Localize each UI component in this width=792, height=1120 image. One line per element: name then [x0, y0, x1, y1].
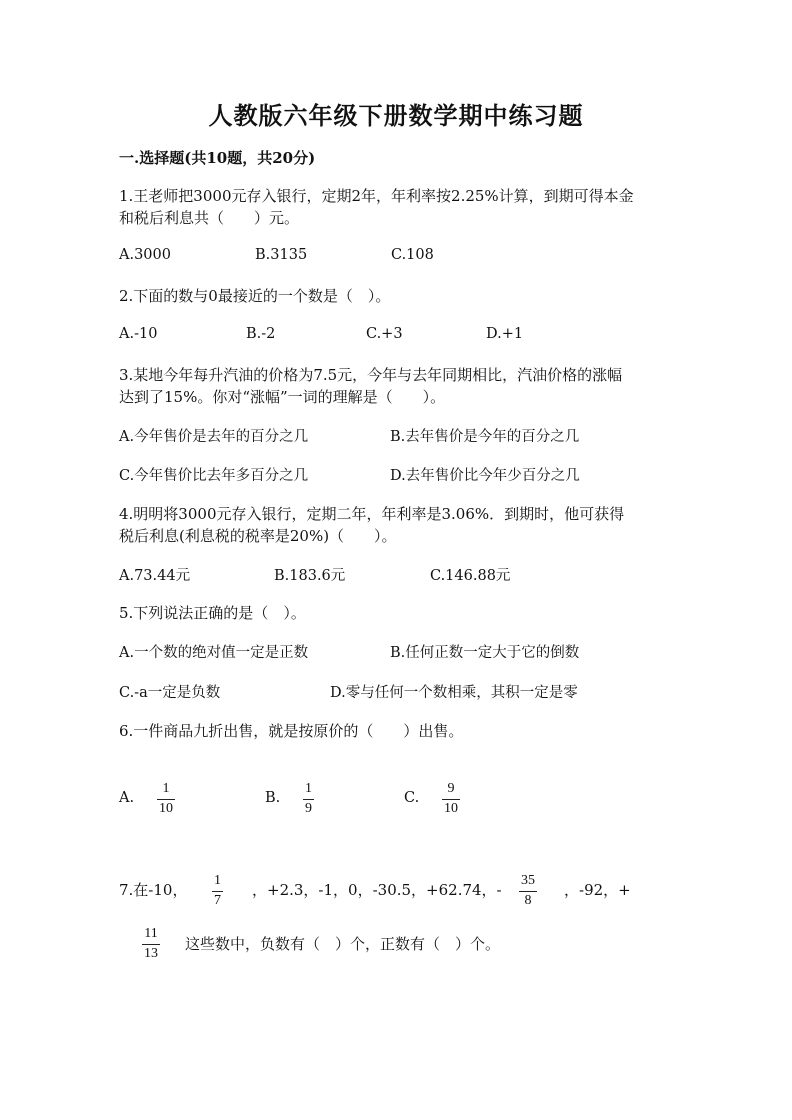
q6-option-b-fraction[interactable]	[303, 781, 314, 817]
fraction-bar	[142, 944, 160, 945]
question-7-prefix: 7.在-10，	[119, 881, 188, 899]
q7-fraction-1	[212, 873, 223, 909]
page-title: 人教版六年级下册数学期中练习题	[208, 101, 584, 130]
question-6-line-1: 6.一件商品九折出售，就是按原价的（ ）出售。	[119, 722, 464, 740]
fraction-numerator: 11	[144, 926, 158, 941]
q5-option-d[interactable]: D.零与任何一个数相乘，其积一定是零	[330, 685, 578, 701]
question-7-suffix: ，-92，+	[564, 881, 631, 899]
q6-option-c-fraction[interactable]	[442, 781, 460, 817]
section-heading: 一.选择题(共10题，共20分)	[119, 149, 316, 167]
fraction-numerator: 1	[305, 781, 312, 796]
q7-fraction-2	[519, 873, 537, 909]
q3-option-c[interactable]: C.今年售价比去年多百分之几	[119, 468, 309, 484]
fraction-bar	[303, 799, 314, 800]
q6-option-c-label[interactable]: C.	[404, 790, 420, 806]
q5-option-b[interactable]: B.任何正数一定大于它的倒数	[390, 645, 580, 661]
question-3-line-1: 3.某地今年每升汽油的价格为7.5元，今年与去年同期相比，汽油价格的涨幅	[119, 366, 623, 384]
q4-option-a[interactable]: A.73.44元	[119, 568, 191, 584]
question-7-middle: ，+2.3，-1，0，-30.5，+62.74，-	[252, 881, 502, 899]
question-5-line-1: 5.下列说法正确的是（ ）。	[119, 604, 306, 622]
q7-fraction-3	[142, 926, 160, 962]
question-1-line-2: 和税后利息共（ ）元。	[119, 209, 300, 227]
question-3-line-2: 达到了15%。你对“涨幅”一词的理解是（ ）。	[119, 388, 446, 406]
fraction-denominator: 7	[214, 893, 221, 908]
fraction-numerator: 1	[214, 873, 221, 888]
question-4-line-2: 税后利息(利息税的税率是20%)（ ）。	[119, 527, 397, 545]
fraction-denominator: 10	[159, 801, 173, 816]
fraction-denominator: 9	[305, 801, 312, 816]
q2-option-b[interactable]: B.-2	[246, 326, 276, 342]
q6-option-a-label[interactable]: A.	[119, 790, 135, 806]
q6-option-a-fraction[interactable]	[157, 781, 175, 817]
fraction-denominator: 10	[444, 801, 458, 816]
question-2-line-1: 2.下面的数与0最接近的一个数是（ ）。	[119, 287, 391, 305]
q1-option-c[interactable]: C.108	[391, 247, 434, 263]
fraction-bar	[157, 799, 175, 800]
question-1-line-1: 1.王老师把3000元存入银行，定期2年，年利率按2.25%计算，到期可得本金	[119, 187, 634, 205]
q4-option-c[interactable]: C.146.88元	[430, 568, 511, 584]
fraction-bar	[212, 891, 223, 892]
fraction-numerator: 1	[162, 781, 170, 796]
q1-option-b[interactable]: B.3135	[255, 247, 308, 263]
fraction-bar	[519, 891, 537, 892]
fraction-denominator: 8	[524, 893, 532, 908]
q6-option-b-label[interactable]: B.	[265, 790, 281, 806]
q2-option-a[interactable]: A.-10	[119, 326, 158, 342]
question-4-line-1: 4.明明将3000元存入银行，定期二年，年利率是3.06%．到期时，他可获得	[119, 505, 625, 523]
fraction-numerator: 35	[521, 873, 535, 888]
question-7-tail: 这些数中，负数有（ ）个，正数有（ ）个。	[185, 935, 501, 953]
fraction-numerator: 9	[447, 781, 455, 796]
q2-option-d[interactable]: D.+1	[486, 326, 524, 342]
q5-option-a[interactable]: A.一个数的绝对值一定是正数	[119, 645, 309, 661]
q2-option-c[interactable]: C.+3	[366, 326, 403, 342]
q5-option-c[interactable]: C.-a一定是负数	[119, 685, 221, 701]
fraction-denominator: 13	[144, 946, 158, 961]
q1-option-a[interactable]: A.3000	[119, 247, 171, 263]
q3-option-a[interactable]: A.今年售价是去年的百分之几	[119, 429, 309, 445]
q3-option-d[interactable]: D.去年售价比今年少百分之几	[390, 468, 580, 484]
q4-option-b[interactable]: B.183.6元	[274, 568, 346, 584]
q3-option-b[interactable]: B.去年售价是今年的百分之几	[390, 429, 580, 445]
fraction-bar	[442, 799, 460, 800]
